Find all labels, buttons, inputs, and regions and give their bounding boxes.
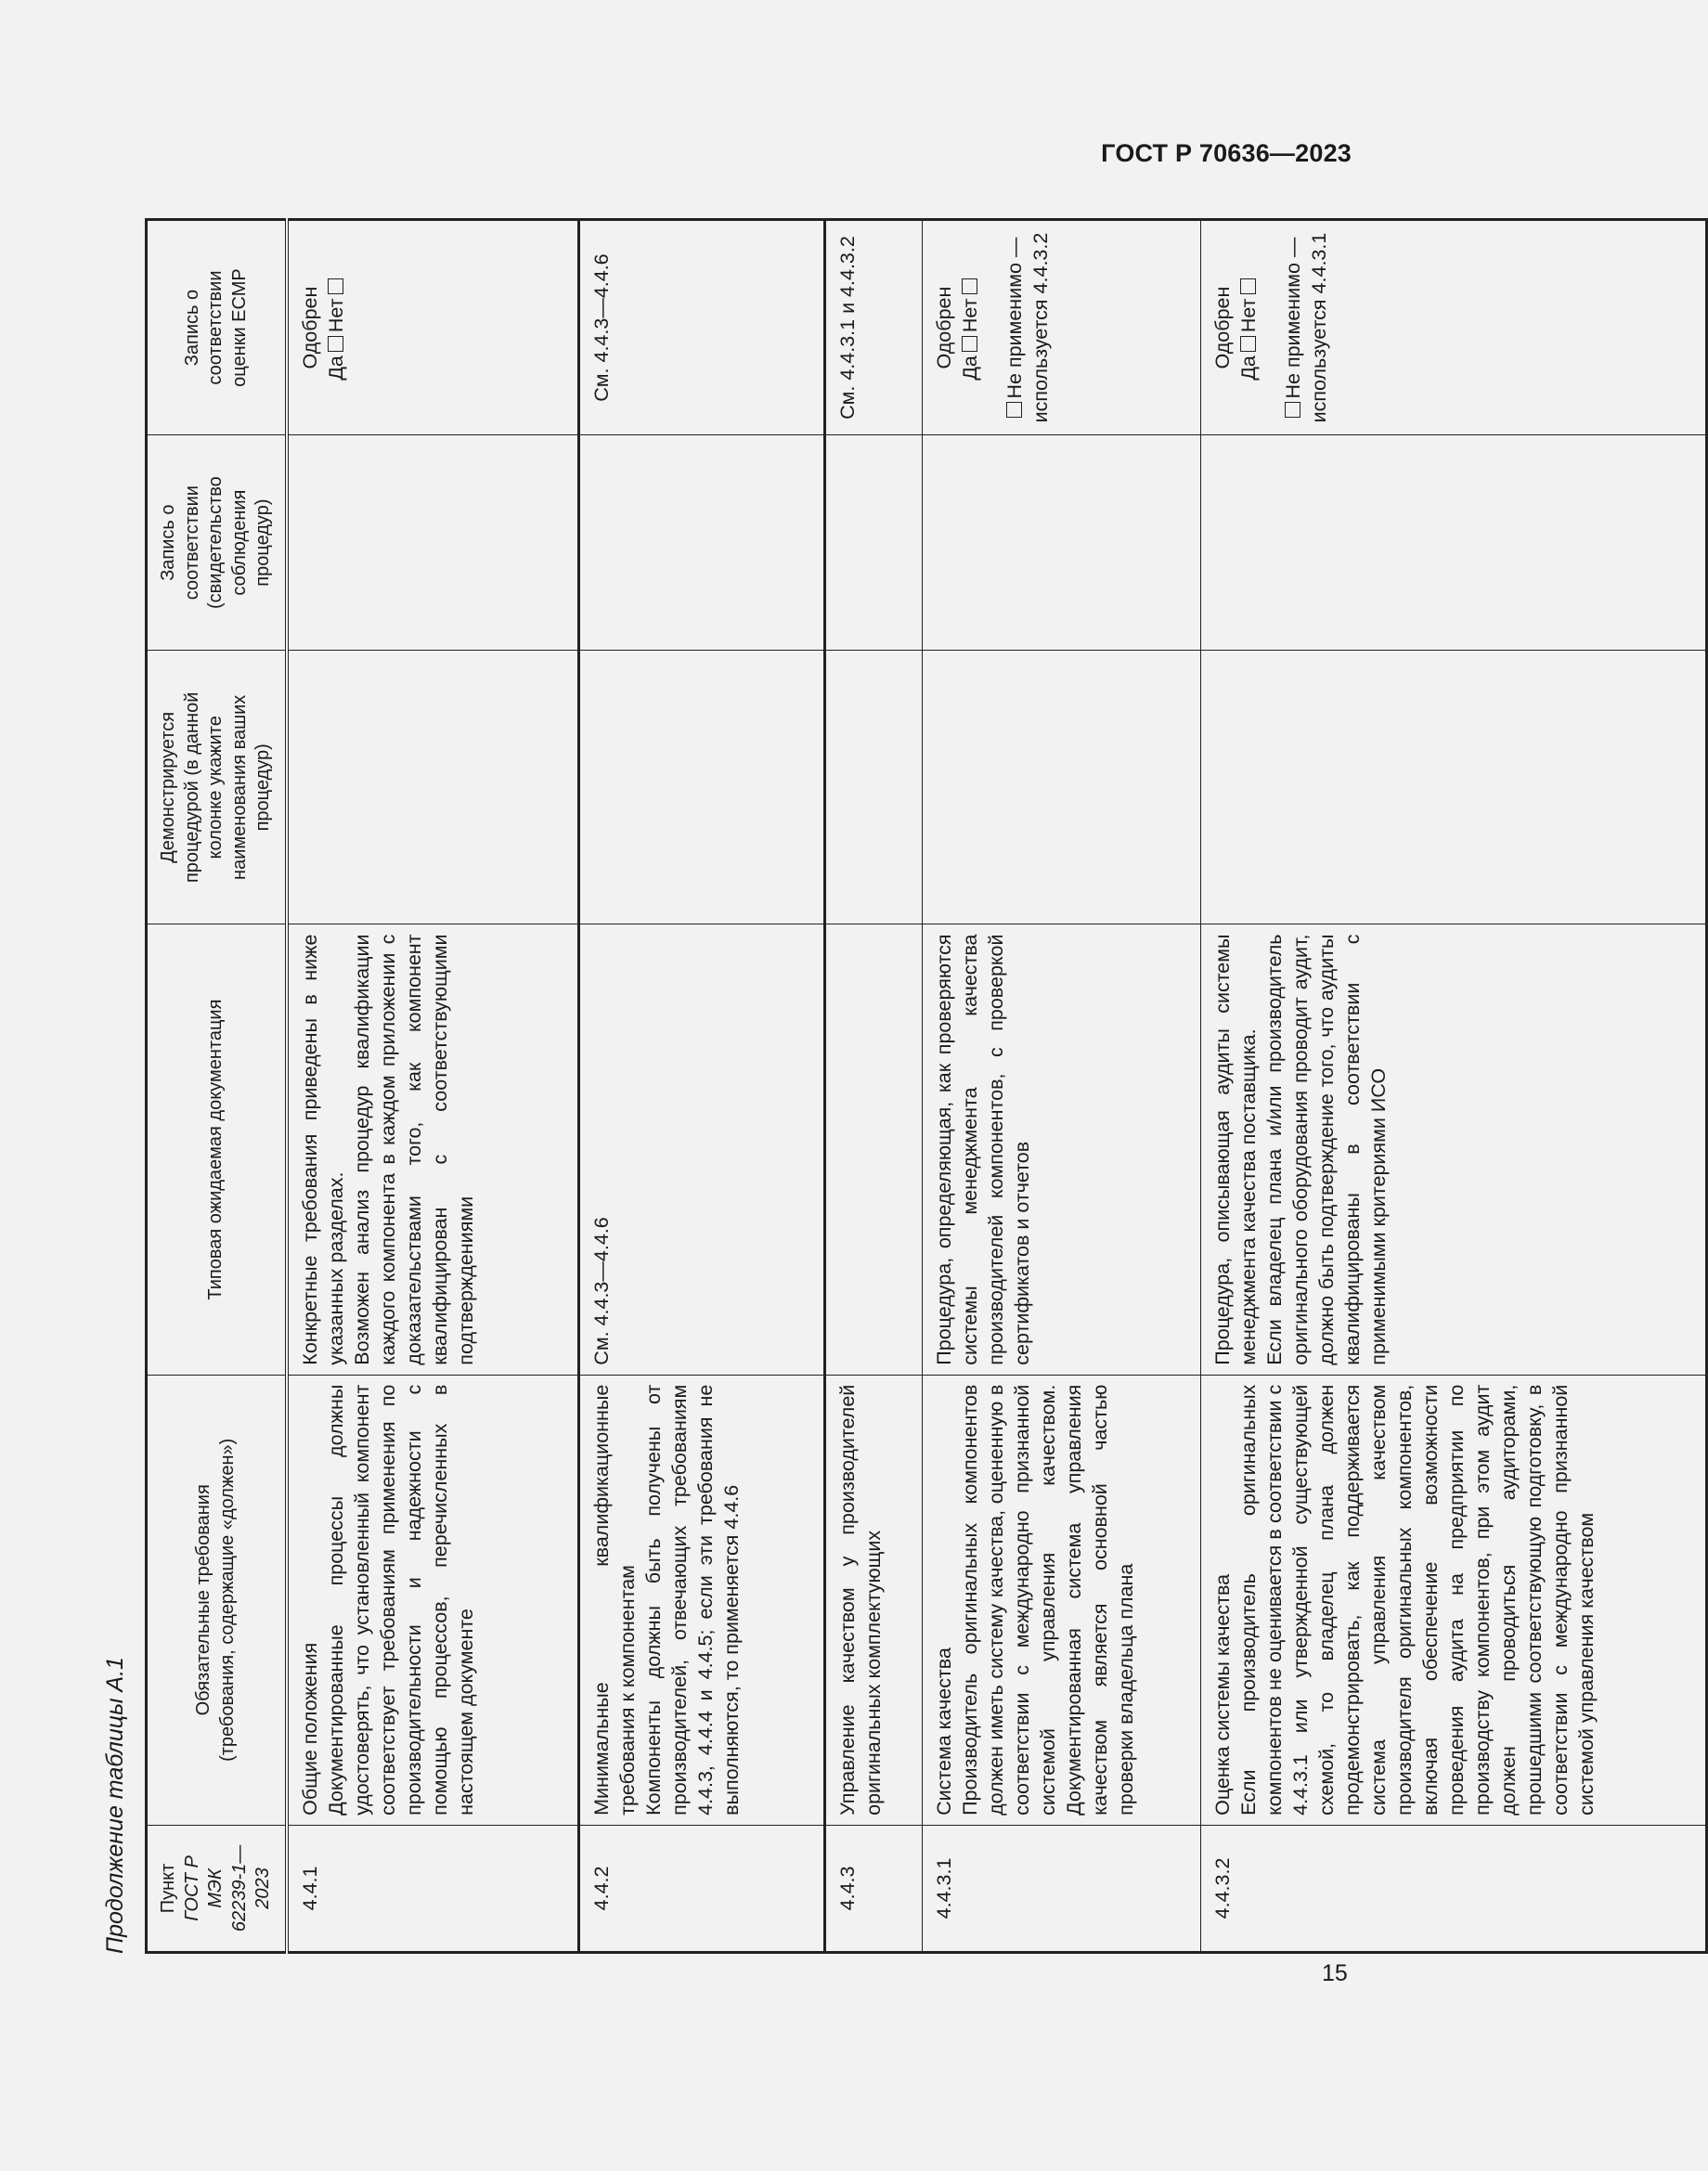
documentation-text: Процедура, описывающая аудиты системы менеджмента качества поставщика. (1211, 934, 1261, 1365)
checkbox[interactable] (328, 278, 343, 294)
table-body (287, 220, 1707, 1953)
compliance-record-cell (287, 435, 579, 651)
ecmp-record-cell (287, 220, 579, 435)
col-header-line: Запись о (181, 289, 202, 367)
no-label: Нет (1237, 298, 1261, 333)
col-header-requirements (147, 1375, 287, 1825)
requirement-text: Производитель оригинальных компонентов должен иметь систему качества, оцененную в соответствии с международно признанной системой управления качеством. Документированная система управления качеством является основной частью проверки владельца плана (959, 1384, 1138, 1816)
not-applicable-text: Не применимо — используется 4.4.3.2 (1003, 232, 1053, 423)
compliance-record-cell (923, 435, 1201, 651)
ecmp-record-cell (923, 220, 1201, 435)
requirement-title: Система качества (933, 1648, 956, 1816)
ecmp-record-cell (579, 220, 825, 435)
ecmp-record-cell (1201, 220, 1707, 435)
yes-label: Да (324, 355, 347, 381)
procedure-cell (579, 651, 825, 924)
point-cell (579, 1825, 825, 1952)
requirement-text: Если производитель оригинальных компонентов не оценивается в соответствии с 4.4.3.1 или утвержденной существующей схемой, то владелец плана должен продемонстрировать, как поддерживается система управления качеством производителя оригинальных компонентов, включая обеспечение возможности проведения аудита на предприятии по производству компонентов, при этом аудит должен проводиться аудиторами, прошедшими соответствующую подготовку, в соответствии с международно признанной системой управления качеством (1237, 1384, 1598, 1816)
col-header-line: процедур) (252, 498, 274, 587)
yes-no-options (1236, 230, 1262, 425)
col-header-line: процедурой (в данной (181, 691, 202, 884)
col-header-line: 62239-1— (228, 1844, 250, 1932)
documentation-cell (579, 924, 825, 1375)
col-header-ecmp-record (147, 220, 287, 435)
documentation-text: Конкретные требования приведены в ниже указанных разделах. (298, 934, 347, 1365)
requirement-cell (825, 1375, 923, 1825)
requirement-cell (1201, 1375, 1707, 1825)
documentation-cell (1201, 924, 1707, 1375)
col-header-line: Демонстрируется (158, 711, 178, 863)
compliance-record-cell (579, 435, 825, 651)
checkbox[interactable] (1285, 403, 1300, 419)
checkbox[interactable] (328, 336, 343, 352)
approved-label: Одобрен (933, 286, 956, 369)
table-row (923, 220, 1201, 1953)
table-header-row (147, 220, 287, 1953)
requirement-cell (579, 1375, 825, 1825)
checkbox[interactable] (1240, 336, 1256, 352)
col-header-line: соответствии (181, 485, 202, 601)
documentation-text: Если владелец плана и/или производитель оригинального оборудования проводит аудит, должно быть подтверждение того, что аудиты квалифицированы в соответствии с применимыми критериями ИСО (1263, 934, 1391, 1365)
col-header-line: Типовая ожидаемая документация (205, 999, 226, 1300)
no-label: Нет (959, 298, 982, 333)
requirement-title: Оценка системы качества (1211, 1573, 1235, 1816)
col-header-line: соблюдения (228, 489, 250, 596)
not-applicable-text: Не применимо — используется 4.4.3.1 (1282, 232, 1331, 423)
point-number: 4.4.3.1 (933, 1857, 956, 1919)
col-header-procedure (147, 651, 287, 924)
page-number: 15 (1322, 1960, 1348, 1986)
col-header-line: процедур) (252, 743, 274, 832)
point-cell (287, 1825, 579, 1952)
point-cell (1201, 1825, 1707, 1952)
col-header-compliance-record (147, 435, 287, 651)
documentation-text: Возможен анализ процедур квалификации каждого компонента в каждом приложении с доказательствами того, как компонент квалифицирован с соответствующими подтверждениями (350, 934, 477, 1365)
yes-no-options (958, 230, 984, 425)
table-row (1201, 220, 1707, 1953)
col-header-line: Запись о (158, 504, 178, 581)
col-header-line: ГОСТ Р МЭК (181, 1855, 226, 1921)
table-row (579, 220, 825, 1953)
yes-label: Да (1237, 355, 1261, 381)
point-number: 4.4.3.2 (1211, 1857, 1235, 1919)
checkbox[interactable] (962, 278, 977, 294)
point-cell (923, 1825, 1201, 1952)
table-row (287, 220, 579, 1953)
checkbox[interactable] (1240, 278, 1256, 294)
checkbox[interactable] (1006, 403, 1022, 419)
yes-label: Да (959, 355, 982, 381)
requirement-title: Минимальные квалификационные требования к компонентам (590, 1384, 640, 1816)
procedure-cell (1201, 651, 1707, 924)
not-applicable-option (1281, 230, 1333, 425)
documentation-cell (923, 924, 1201, 1375)
table-caption: Продолжение таблицы А.1 (102, 1657, 128, 1954)
reference-text: См. 4.4.3.1 и 4.4.3.2 (836, 236, 860, 420)
compliance-record-cell (825, 435, 923, 651)
col-header-line: соответствии (205, 270, 226, 385)
requirement-text: Компоненты должны быть получены от производителей, отвечающих требованиям 4.4.3, 4.4.4 и 4.4.5; если эти требования не выполняются, то применяется 4.4.6 (642, 1384, 744, 1816)
reference-text: См. 4.4.3—4.4.6 (590, 253, 614, 402)
table-row (825, 220, 923, 1953)
col-header-point (147, 1825, 287, 1952)
compliance-record-cell (1201, 435, 1707, 651)
no-label: Нет (324, 298, 347, 333)
documentation-text: Процедура, определяющая, как проверяются системы менеджмента качества производителей компонентов, с проверкой сертификатов и отчетов (933, 934, 1034, 1365)
point-number: 4.4.1 (298, 1866, 321, 1911)
yes-no-options (324, 230, 350, 425)
requirement-cell (287, 1375, 579, 1825)
rotated-table-area (102, 186, 1598, 1954)
documentation-cell (287, 924, 579, 1375)
procedure-cell (287, 651, 579, 924)
not-applicable-option (1003, 230, 1055, 425)
approved-label: Одобрен (298, 286, 321, 369)
requirement-title: Управление качеством у производителей оригинальных комплектующих (836, 1384, 886, 1816)
point-number: 4.4.2 (590, 1866, 614, 1911)
col-header-line: Пункт (158, 1863, 178, 1914)
standard-code: ГОСТ Р 70636—2023 (1101, 139, 1352, 167)
col-header-line: Обязательные требования (193, 1484, 214, 1716)
col-header-line: оценки ЕСМР (228, 268, 250, 387)
approved-label: Одобрен (1211, 286, 1235, 369)
requirement-title: Общие положения (298, 1642, 321, 1816)
col-header-line: (свидетельство (205, 476, 226, 609)
documentation-text: См. 4.4.3—4.4.6 (590, 1217, 614, 1365)
procedure-cell (923, 651, 1201, 924)
col-header-line: колонке укажите (205, 716, 226, 859)
requirement-cell (923, 1375, 1201, 1825)
documentation-cell (825, 924, 923, 1375)
col-header-line: 2023 (252, 1867, 274, 1909)
col-header-line: (требования, содержащие «должен») (216, 1438, 238, 1762)
col-header-line: наименования ваших (228, 694, 250, 880)
point-number: 4.4.3 (836, 1866, 860, 1911)
checkbox[interactable] (962, 336, 977, 352)
requirement-text: Документированные процессы должны удостоверять, что установленный компонент соответствует требованиям применения по производительности и надежности с помощью процессов, перечисленных в настоящем документе (324, 1384, 477, 1816)
ecmp-record-cell (825, 220, 923, 435)
point-cell (825, 1825, 923, 1952)
requirements-table (145, 218, 1708, 1954)
col-header-documentation (147, 924, 287, 1375)
procedure-cell (825, 651, 923, 924)
